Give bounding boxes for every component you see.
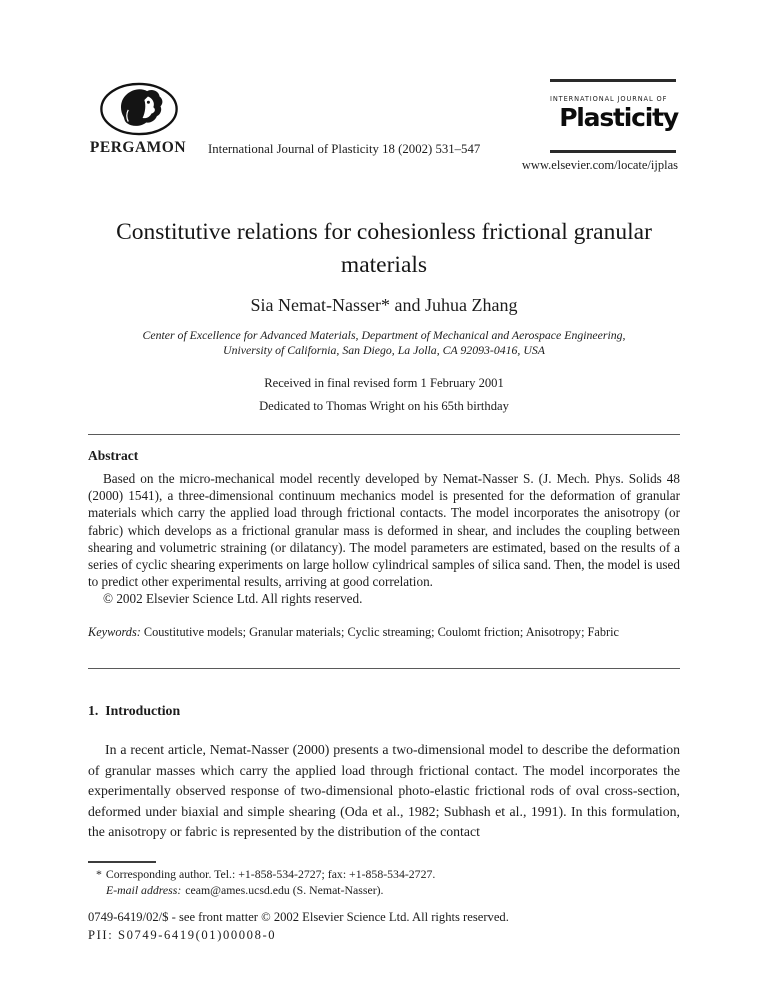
footnote-rule — [88, 861, 156, 863]
dedication-line: Dedicated to Thomas Wright on his 65th birthday — [259, 399, 509, 413]
journal-logo-title: Plasticity — [559, 103, 678, 132]
abstract-paragraph: Based on the micro-mechanical model recently developed by Nemat-Nasser S. (J. Mech. Phys. Solids 48 (2000) 1541), a three-dimensional continuum mechanics model is presented for the deformation of granular materials which carry the applied load through frictional contacts. The model incorporates the anisotropy (or fabric) which develops as a frictional granular mass is deformed in shear, and includes the coupling between shearing and volumetric straining (or dilatancy). The model parameters are estimated, based on the results of a series of cyclic shearing experiments on large hollow cylindrical samples of silica sand. Then, the model is used to predict other experimental results, arriving at good correlation. — [88, 471, 680, 590]
footnote-text: Corresponding author. Tel.: +1-858-534-2727; fax: +1-858-534-2727. — [105, 867, 436, 881]
email-address-value: ceam@ames.ucsd.edu (S. Nemat-Nasser). — [185, 883, 384, 897]
affiliation-line-2: University of California, San Diego, La Jolla, CA 92093-0416, USA — [223, 343, 545, 357]
issn-copyright-line: 0749-6419/02/$ - see front matter © 2002 Elsevier Science Ltd. All rights reserved. — [88, 910, 509, 924]
abstract-body — [88, 470, 680, 608]
journal-website-url: www.elsevier.com/locate/ijplas — [521, 158, 678, 172]
introduction-paragraph: In a recent article, Nemat-Nasser (2000) presents a two-dimensional model to describe the deformation of granular masses which carry the applied load through frictional contact. The model incorporates the experimentally observed response of two-dimensional photo-elastic frictional rods of oval cross-section, deformed under biaxial and simple shearing (Oda et al., 1982; Subhash et al., 1991). In this formulation, the anisotropy or fabric is represented by the distribution of the contact — [88, 742, 680, 839]
article-title: Constitutive relations for cohesionless frictional granular materials — [116, 219, 652, 278]
keywords-block — [88, 624, 680, 641]
section-heading-introduction: 1. Introduction — [88, 703, 181, 718]
logo-rule-top — [550, 79, 676, 82]
email-address-label: E-mail address: — [106, 883, 182, 897]
corresponding-author-footnote — [96, 867, 680, 882]
pii-line: PII: S0749-6419(01)00008-0 — [88, 928, 277, 942]
pergamon-label: PERGAMON — [89, 139, 187, 156]
affiliation — [88, 328, 680, 358]
authors-line: Sia Nemat-Nasser* and Juhua Zhang — [250, 295, 518, 315]
keywords-label: Keywords: — [88, 625, 141, 639]
abstract-top-rule — [88, 434, 680, 435]
abstract-copyright-line: © 2002 Elsevier Science Ltd. All rights reserved. — [103, 591, 363, 607]
keywords-text: Coustitutive models; Granular materials; Cyclic streaming; Coulomt friction; Anisotropy; Fabric — [143, 625, 619, 639]
keywords-bottom-rule — [88, 668, 680, 669]
journal-citation-line: International Journal of Plasticity 18 (2002) 531–547 — [208, 142, 481, 156]
pergamon-athena-emblem-icon — [96, 80, 182, 138]
received-line: Received in final revised form 1 February 2001 — [264, 376, 504, 390]
abstract-heading: Abstract — [88, 448, 139, 463]
journal-logo-kicker: INTERNATIONAL JOURNAL OF — [550, 95, 668, 103]
affiliation-line-1: Center of Excellence for Advanced Materials, Department of Mechanical and Aerospace Engineering, — [142, 328, 626, 342]
email-footnote — [106, 883, 680, 898]
footnote-asterisk: * — [96, 867, 102, 881]
logo-rule-bottom — [550, 150, 676, 153]
